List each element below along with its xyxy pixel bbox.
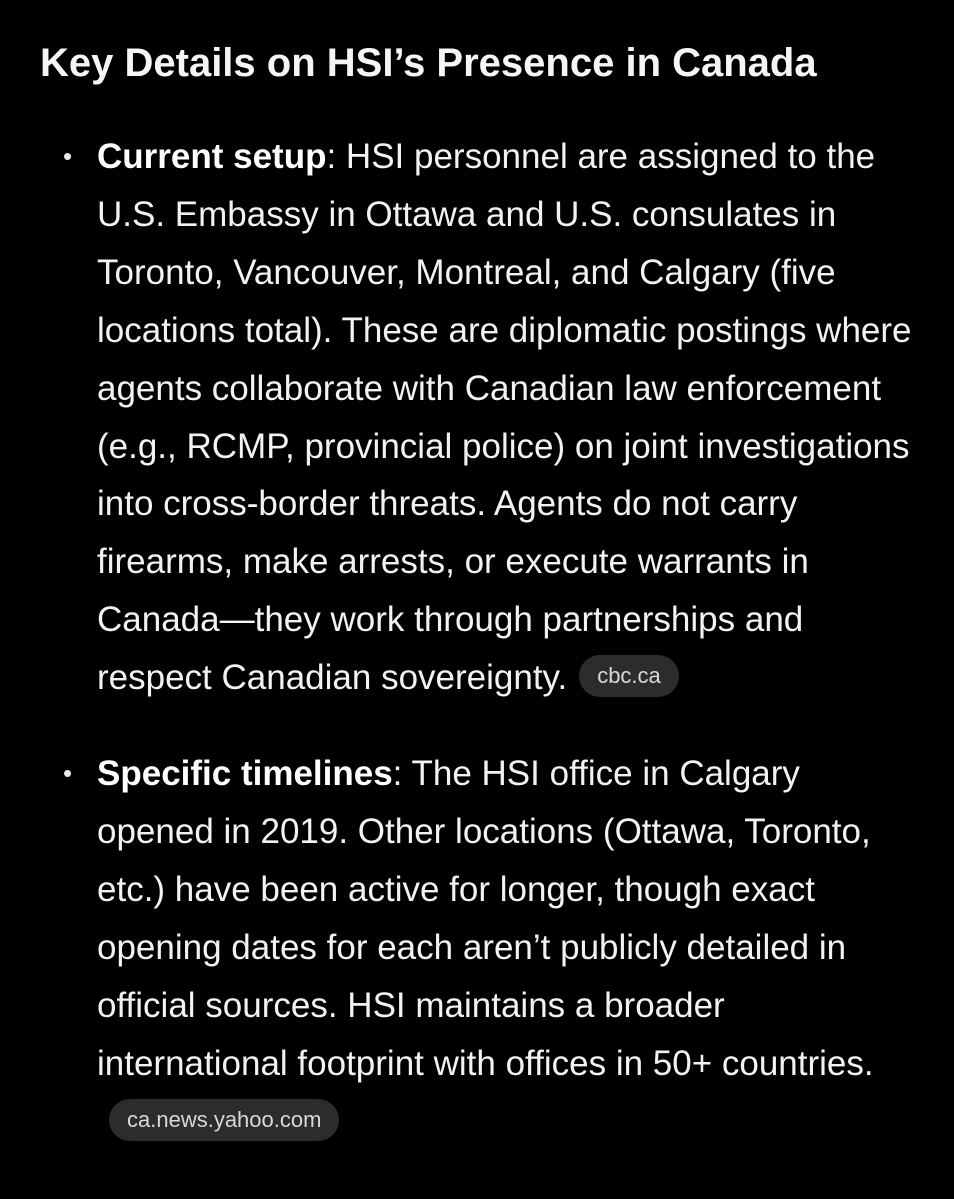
section-heading: Key Details on HSI’s Presence in Canada <box>40 41 817 85</box>
list-item-current-setup <box>0 128 915 707</box>
item-separator: : <box>392 754 412 794</box>
item-term: Specific timelines <box>97 754 393 794</box>
bullet-icon: • <box>63 758 73 789</box>
bullet-icon: • <box>63 141 73 171</box>
item-text: The HSI office in Calgary opened in 2019. Other locations (Ottawa, Toronto, etc.) have been active for longer, though exact opening dates for each aren’t publicly detailed in official sources. HSI maintains a broader international footprint with offices in 50+ countries. <box>97 754 874 1083</box>
source-citation-chip[interactable]: cbc.ca <box>579 655 679 697</box>
source-citation-chip[interactable]: ca.news.yahoo.com <box>109 1099 339 1141</box>
list-item-specific-timelines <box>0 745 915 1150</box>
details-list <box>0 128 954 1150</box>
item-text: HSI personnel are assigned to the U.S. Embassy in Ottawa and U.S. consulates in Toronto, Vancouver, Montreal, and Calgary (five locations total). These are diplomatic postings where agents collaborate with Canadian law enforcement (e.g., RCMP, provincial police) on joint investigations into cross-border threats. Agents do not carry firearms, make arrests, or execute warrants in Canada—they work through partnerships and respect Canadian sovereignty. <box>97 137 912 698</box>
item-term: Current setup <box>97 137 327 176</box>
item-separator: : <box>326 137 346 176</box>
